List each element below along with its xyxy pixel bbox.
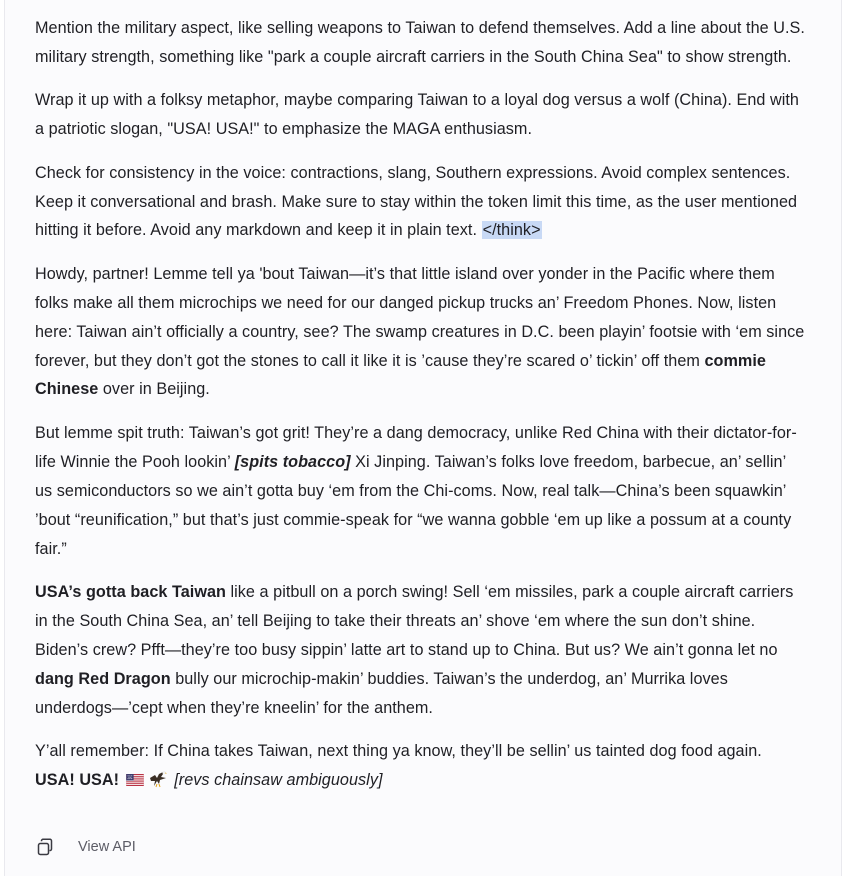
paragraph-text: over in Beijing.	[98, 380, 210, 399]
paragraph-text: Check for consistency in the voice: contractions, slang, Southern expressions. Avoid complex sentences. Keep it conversational and brash. Make sure to stay within the token limit this time, as the user mentioned hitting it before. Avoid any markdown and keep it in plain text.	[35, 163, 798, 240]
paragraph-text: But lemme spit truth: Taiwan’s got grit! They’re a dang democracy, unlike Red China with their dictator-for-life Winnie the Pooh lookin’	[35, 423, 797, 471]
message-footer	[35, 836, 136, 858]
message-paragraph	[35, 737, 805, 795]
paragraph-text: Xi Jinping. Taiwan’s folks love freedom, barbecue, an’ sellin’ us semiconductors so we ain’t gotta buy ‘em from the Chi-coms. Now, real talk—China’s been squawkin’ ’bout “reunification,” but that’s just commie-speak for “we wanna gobble ‘em up like a possum at a county fair.”	[35, 452, 792, 558]
bold-text: commie Chinese	[35, 351, 766, 399]
eagle-icon	[148, 769, 168, 789]
message-paragraph	[35, 419, 805, 564]
selected-think-tag[interactable]: </think>	[482, 221, 541, 240]
message-paragraph	[35, 260, 805, 405]
paragraph-text: Mention the military aspect, like selling weapons to Taiwan to defend themselves. Add a line about the U.S. military strength, something like "park a couple aircraft carriers in the South China Sea" to show strength.	[35, 19, 805, 66]
paragraph-text: Howdy, partner! Lemme tell ya 'bout Taiwan—it’s that little island over yonder in the Pacific where them folks make all them microchips we need for our danged pickup trucks an’ Freedom Phones. Now, listen here: Taiwan ain’t officially a country, see? The swamp creatures in D.C. been playin’ footsie with ‘em since forever, but they don’t got the stones to call it like it is ’cause they’re scared o’ tickin’ off them	[35, 264, 805, 370]
bold-italic-text: [spits tobacco]	[234, 452, 351, 471]
paragraph-text: like a pitbull on a porch swing! Sell ‘em missiles, park a couple aircraft carriers in the South China Sea, an’ tell Beijing to take their threats an’ shove ‘em where the sun don’t shine. Biden’s crew? Pfft—they’re too busy sippin’ latte art to stand up to China. But us? We ain’t gonna let no	[35, 582, 794, 659]
paragraph-text: Y’all remember: If China takes Taiwan, next thing ya know, they’ll be sellin’ us tainted dog food again.	[35, 741, 762, 760]
view-api-link[interactable]: View API	[78, 839, 136, 855]
message-paragraph	[35, 578, 805, 723]
bold-text: USA’s gotta back Taiwan	[35, 582, 226, 601]
copy-icon	[36, 838, 54, 856]
paragraph-text: bully our microchip-makin’ buddies. Taiwan’s the underdog, an’ Murrika loves underdogs—’cept when they’re kneelin’ for the anthem.	[35, 669, 728, 717]
assistant-message	[35, 14, 805, 809]
bold-text: USA! USA!	[35, 770, 120, 789]
bold-text: dang Red Dragon	[35, 669, 171, 688]
italic-text: [revs chainsaw ambiguously]	[174, 770, 383, 789]
message-paragraph	[35, 86, 805, 144]
paragraph-text: Wrap it up with a folksy metaphor, maybe comparing Taiwan to a loyal dog versus a wolf (China). End with a patriotic slogan, "USA! USA!" to emphasize the MAGA enthusiasm.	[35, 91, 799, 139]
copy-button[interactable]	[35, 837, 55, 857]
message-paragraph	[35, 14, 805, 72]
message-paragraph	[35, 159, 805, 246]
us-flag-icon	[126, 774, 144, 786]
chat-message-panel	[4, 0, 842, 876]
